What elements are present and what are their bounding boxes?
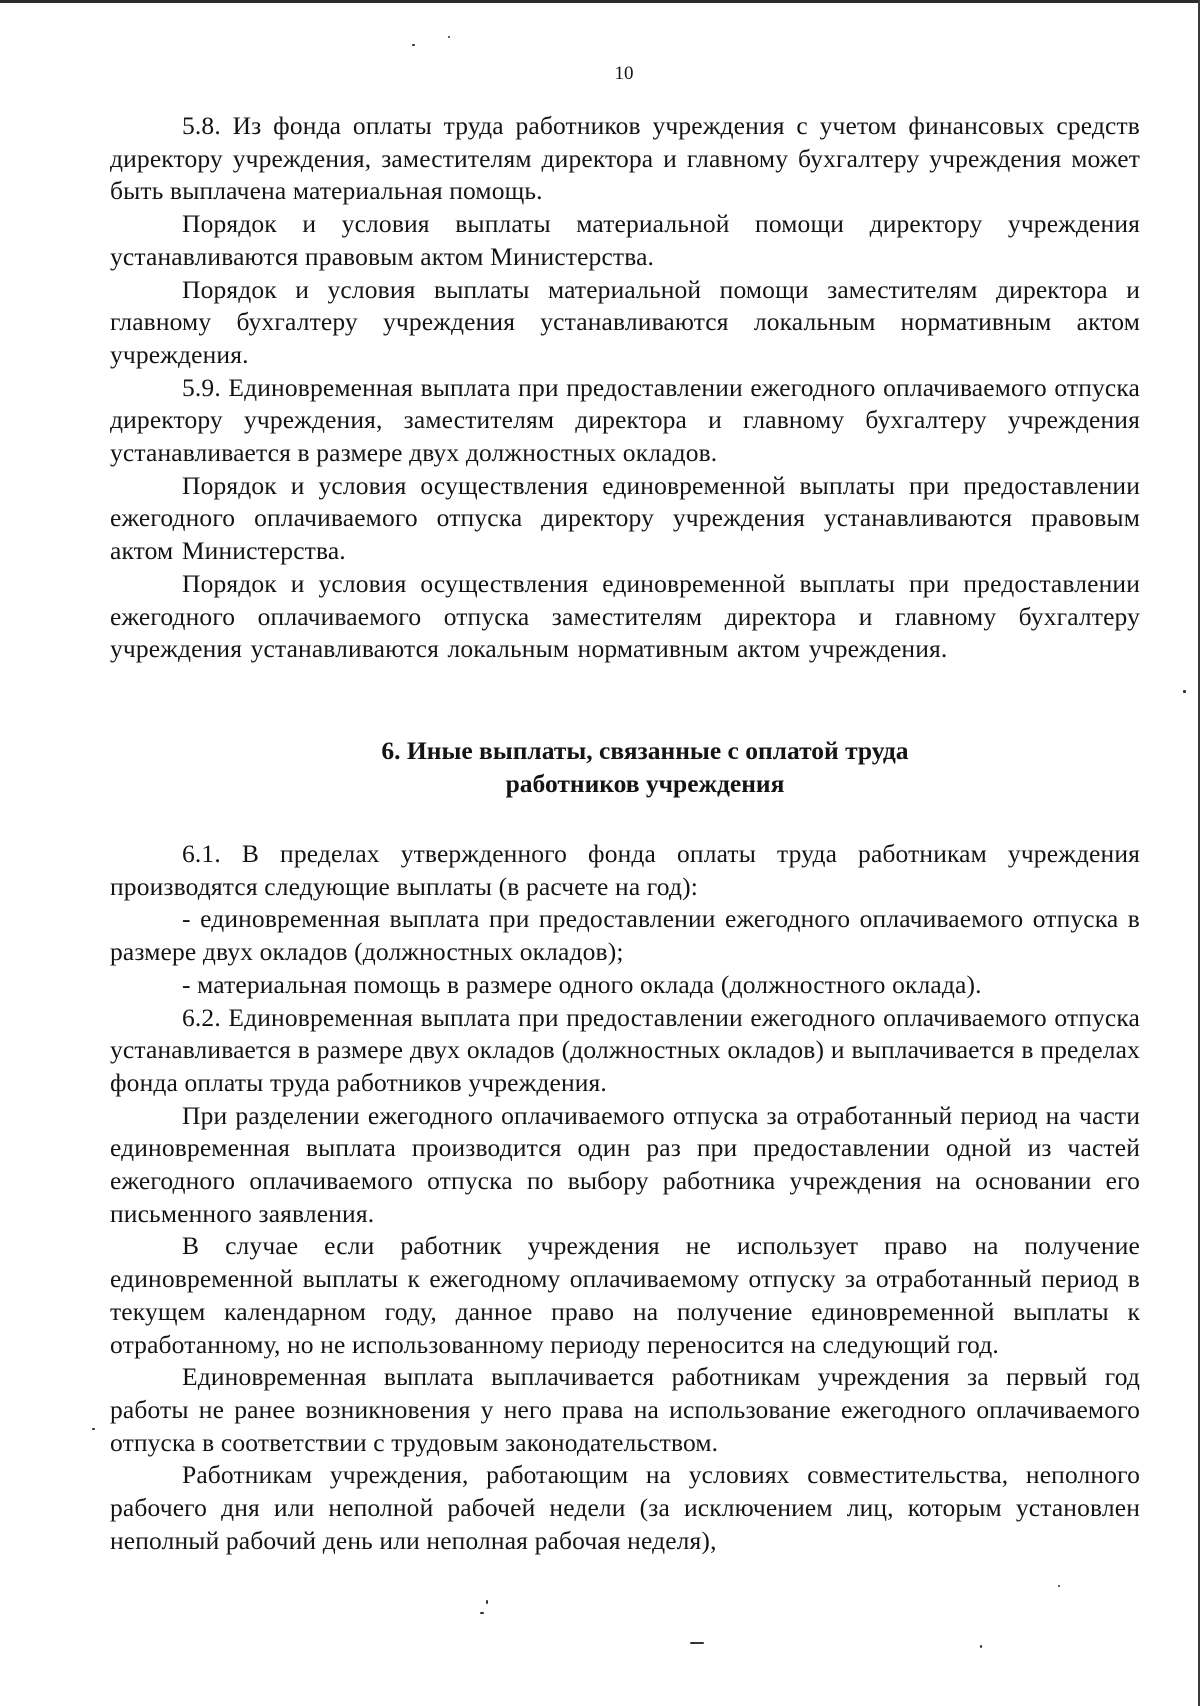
section-5-text bbox=[110, 110, 1140, 666]
scan-speck bbox=[980, 1645, 982, 1648]
paragraph: Порядок и условия выплаты материальной помощи директору учреждения устанавливаются правовым актом Министерства. bbox=[110, 209, 1140, 271]
paragraph: При разделении ежегодного оплачиваемого отпуска за отработанный период на части единовременная выплата производится один раз при предоставлении одной из частей ежегодного оплачиваемого отпуска по выбору работника учреждения на основании его письменного заявления. bbox=[110, 1100, 1140, 1228]
paragraph: Порядок и условия осуществления единовременной выплаты при предоставлении ежегодного оплачиваемого отпуска директору учреждения устанавливаются правовым актом Министерства. bbox=[110, 470, 1140, 566]
list-item: - материальная помощь в размере одного оклада (должностного оклада). bbox=[182, 969, 982, 999]
scan-speck bbox=[412, 44, 415, 46]
scan-speck bbox=[448, 36, 450, 38]
paragraph-5-8: 5.8. Из фонда оплаты труда работников учреждения с учетом финансовых средств директору учреждения, заместителям директора и главному бухгалтеру учреждения может быть выплачена материальная помощь. bbox=[110, 111, 1140, 206]
section-6-heading bbox=[110, 734, 1180, 800]
paragraph: Работникам учреждения, работающим на условиях совместительства, неполного рабочего дня или неполной рабочей недели (за исключением лиц, которым установлен неполный рабочий день или неполная рабочая неделя), bbox=[110, 1460, 1140, 1555]
paragraph: Единовременная выплата выплачивается работникам учреждения за первый год работы не ранее возникновения у него права на использование ежегодного оплачиваемого отпуска в соответствии с трудовым законодательством. bbox=[110, 1362, 1140, 1457]
paragraph-6-1: 6.1. В пределах утвержденного фонда оплаты труда работникам учреждения производятся следующие выплаты (в расчете на год): bbox=[110, 839, 1140, 901]
page-number: 10 bbox=[614, 63, 634, 84]
scan-speck bbox=[92, 1428, 95, 1430]
paragraph-6-2: 6.2. Единовременная выплата при предоставлении ежегодного оплачиваемого отпуска устанавливается в размере двух окладов (должностных окладов) и выплачивается в пределах фонда оплаты труда работников учреждения. bbox=[110, 1002, 1140, 1097]
paragraph-5-9: 5.9. Единовременная выплата при предоставлении ежегодного оплачиваемого отпуска директору учреждения, заместителям директора и главному бухгалтеру учреждения устанавливается в размере двух должностных окладов. bbox=[110, 372, 1140, 468]
section-6-text bbox=[110, 838, 1140, 1557]
scan-speck bbox=[480, 1612, 484, 1614]
scan-speck bbox=[1183, 690, 1186, 693]
paragraph: Порядок и условия осуществления единовременной выплаты при предоставлении ежегодного оплачиваемого отпуска заместителям директора и главному бухгалтеру учреждения устанавливаются локальным нормативным актом учреждения. bbox=[110, 568, 1140, 664]
scan-speck bbox=[1058, 1585, 1060, 1587]
scan-top-edge bbox=[0, 0, 1200, 3]
list-item: - единовременная выплата при предоставлении ежегодного оплачиваемого отпуска в размере двух окладов (должностных окладов); bbox=[110, 904, 1140, 967]
paragraph: В случае если работник учреждения не использует право на получение единовременной выплаты к ежегодному оплачиваемому отпуску за отработанный период в текущем календарном году, данное право на получение единовременной выплаты к отработанному, но не использованному периоду переносится на следующий год. bbox=[110, 1231, 1140, 1359]
scan-speck bbox=[486, 1600, 488, 1604]
paragraph: Порядок и условия выплаты материальной помощи заместителям директора и главному бухгалтеру учреждения устанавливаются локальным нормативным актом учреждения. bbox=[110, 274, 1140, 369]
heading-line: 6. Иные выплаты, связанные с оплатой труда bbox=[381, 736, 909, 765]
scan-speck bbox=[690, 1642, 704, 1644]
heading-line: работников учреждения bbox=[505, 769, 785, 798]
